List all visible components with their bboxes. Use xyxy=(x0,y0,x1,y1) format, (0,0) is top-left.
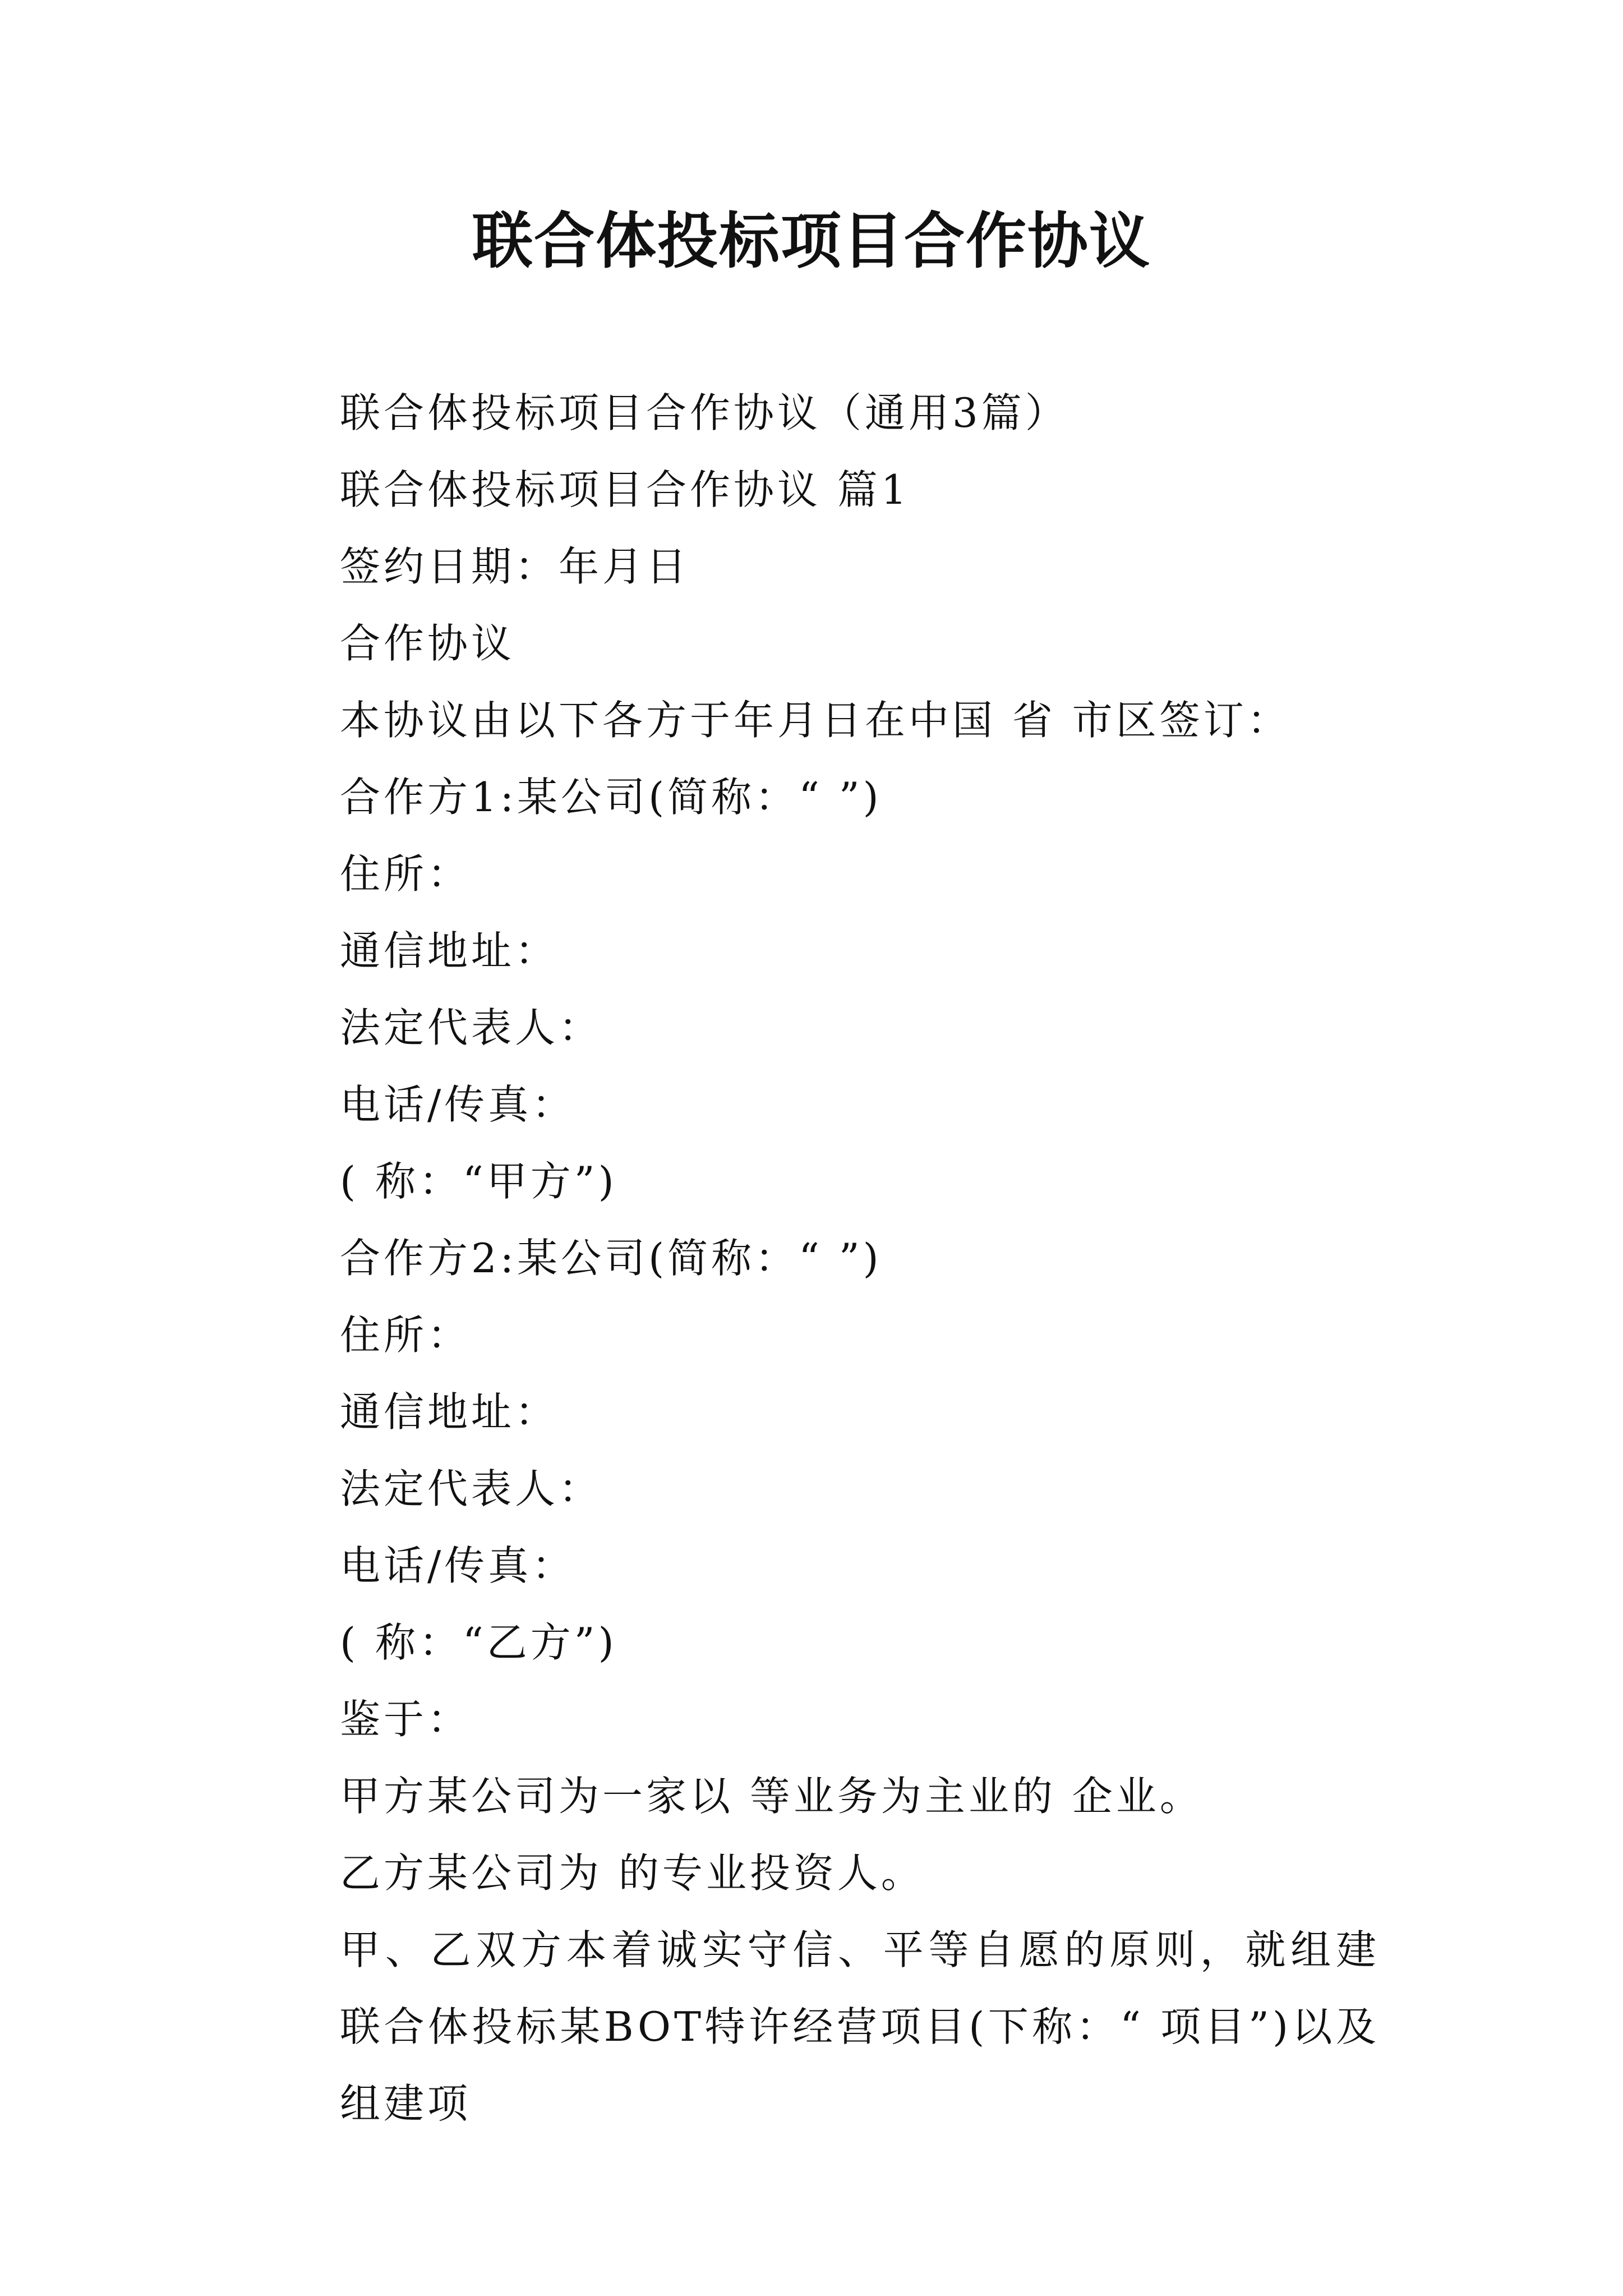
party2-name: 合作方2:某公司(简称：“ ”) xyxy=(340,1235,882,1282)
subtitle-line: 联合体投标项目合作协议（通用3篇） xyxy=(340,389,1069,436)
agreement-heading: 合作协议 xyxy=(340,620,515,667)
party1-address: 通信地址： xyxy=(340,927,559,974)
signing-date: 签约日期：年月日 xyxy=(340,543,690,590)
document-title: 联合体投标项目合作协议 xyxy=(472,206,1151,277)
party1-residence: 住所： xyxy=(340,850,472,898)
section-heading: 联合体投标项目合作协议 篇1 xyxy=(340,466,910,513)
party1-name: 合作方1:某公司(简称：“ ”) xyxy=(340,774,882,821)
party1-phone: 电话/传真： xyxy=(340,1081,576,1128)
intro-line: 本协议由以下各方于年月日在中国 省 市区签订： xyxy=(340,697,1291,744)
party2-residence: 住所： xyxy=(340,1312,472,1359)
whereas-party1: 甲方某公司为一家以 等业务为主业的 企业。 xyxy=(340,1773,1204,1820)
document-body xyxy=(250,375,1380,2142)
principle-paragraph: 甲、乙双方本着诚实守信、平等自愿的原则，就组建联合体投标某BOT特许经营项目(下称：“ 项目”)以及组建项 xyxy=(340,1926,1380,2127)
whereas-heading: 鉴于： xyxy=(340,1696,472,1743)
party2-phone: 电话/传真： xyxy=(340,1542,576,1589)
party2-address: 通信地址： xyxy=(340,1388,559,1435)
party1-representative: 法定代表人： xyxy=(340,1004,603,1051)
party2-alias: ( 称：“乙方”) xyxy=(340,1619,617,1666)
party1-alias: ( 称：“甲方”) xyxy=(340,1158,617,1205)
party2-representative: 法定代表人： xyxy=(340,1465,603,1512)
whereas-party2: 乙方某公司为 的专业投资人。 xyxy=(340,1849,925,1897)
